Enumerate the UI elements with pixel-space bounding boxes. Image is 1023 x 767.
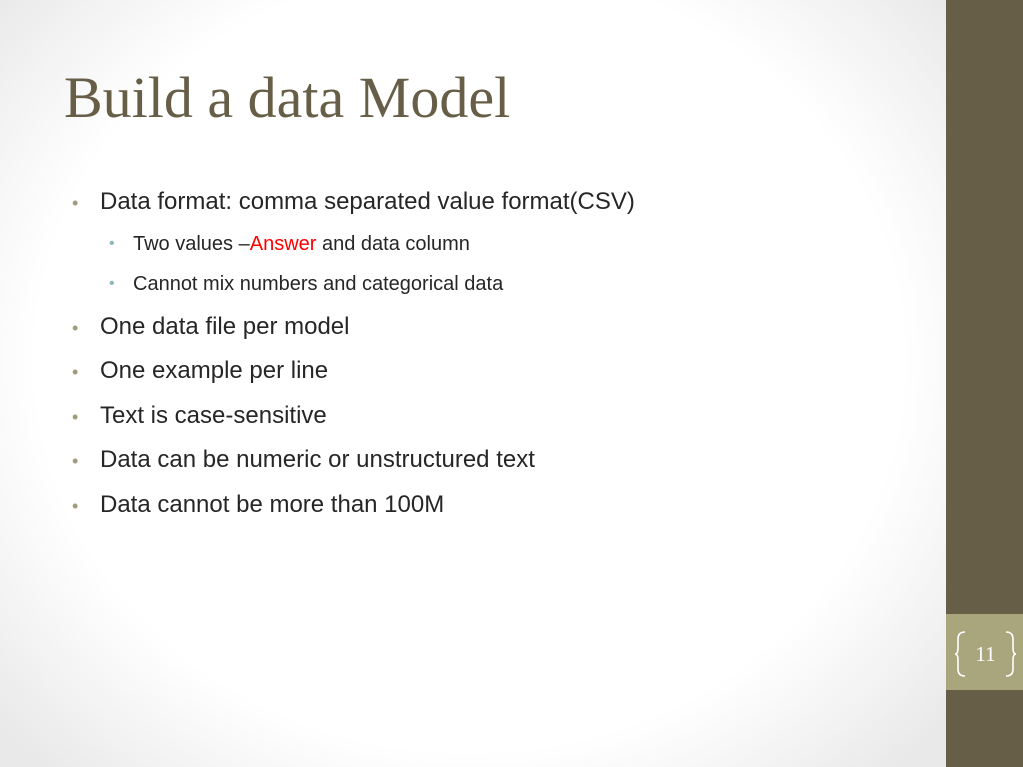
bullet-text: Data cannot be more than 100M [100,490,445,518]
sub-bullet-item [72,229,932,259]
slide-title: Build a data Model [64,65,511,130]
bullet-item [72,398,932,434]
bullet-text: Data format: comma separated value format(CSV) [100,188,635,215]
bullet-dot: • [72,362,79,382]
bullet-item [72,442,932,478]
sub-bullet-text: Cannot mix numbers and categorical data [133,272,504,295]
bullet-dot: • [72,495,79,516]
sub-bullet-item [72,269,932,299]
bullet-item [72,309,932,345]
bullet-dot: • [72,193,79,213]
bullet-dot: • [72,451,79,471]
sub-bullet-suffix: and data column [316,232,470,255]
bullet-text: One data file per model [100,312,350,340]
bullet-text: One example per line [100,357,329,384]
bullet-item [72,353,932,389]
bullet-item [72,487,932,523]
bullet-dot: • [72,406,79,427]
page-number: 11 [975,642,996,666]
highlight-answer: Answer [249,232,317,255]
bullet-text: Data can be numeric or unstructured text [100,446,535,473]
bullet-group-data-format [72,184,932,299]
bullet-item [72,184,932,220]
bullet-dot: • [72,317,79,338]
bullet-text: Text is case-sensitive [100,401,327,429]
bullet-list [72,184,932,531]
sub-bullet-dot: • [109,234,115,252]
sub-bullet-prefix: Two values – [133,232,250,255]
sub-bullet-dot: • [109,274,115,292]
